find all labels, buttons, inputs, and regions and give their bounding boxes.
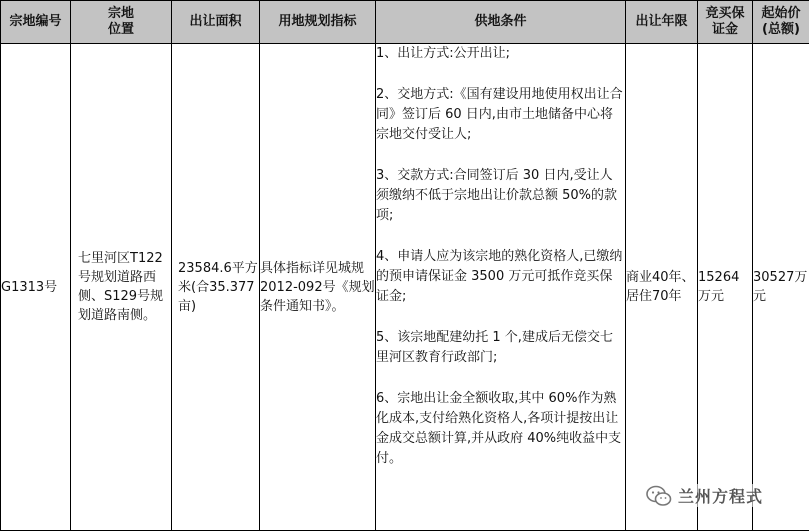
cell-start-price: 30527万元 [753,44,809,531]
header-location: 宗地 位置 [71,1,172,44]
header-planning: 用地规划指标 [260,1,376,44]
header-parcel-id: 宗地编号 [1,1,71,44]
table-row [1,44,809,531]
header-start-price: 起始价 (总额) [753,1,809,44]
cell-parcel-id: G1313号 [1,44,71,531]
cell-deposit: 15264万元 [698,44,753,531]
condition-4: 4、申请人应为该宗地的熟化资格人,已缴纳的预申请保证金 3500 万元可抵作竞买保证金; [376,247,625,307]
header-term: 出让年限 [626,1,698,44]
cell-area: 23584.6平方米(合35.377亩) [172,44,260,531]
cell-planning: 具体指标详见城规 2012-092号《规划条件通知书》。 [260,44,376,531]
cell-conditions [376,44,626,531]
condition-6: 6、宗地出让金全额收取,其中 60%作为熟化成本,支付给熟化资格人,各项计提按出让金成交总额计算,并从政府 40%纯收益中支付。 [376,389,625,469]
header-row [1,1,809,44]
wechat-icon [646,485,672,507]
header-deposit: 竞买保 证金 [698,1,753,44]
condition-3: 3、交款方式:合同签订后 30 日内,受让人须缴纳不低于宗地出让价款总额 50%的款项; [376,166,625,226]
header-conditions: 供地条件 [376,1,626,44]
cell-term: 商业40年、居住70年 [626,44,698,531]
condition-5: 5、该宗地配建幼托 1 个,建成后无偿交七里河区教育行政部门; [376,328,625,368]
header-area: 出让面积 [172,1,260,44]
cell-location: 七里河区T122号规划道路西侧、S129号规划道路南侧。 [71,44,172,531]
watermark [643,484,766,507]
condition-1: 1、出让方式:公开出让; [376,44,625,64]
watermark-text: 兰州方程式 [678,484,763,507]
condition-2: 2、交地方式:《国有建设用地使用权出让合同》签订后 60 日内,由市土地储备中心将宗地交付受让人; [376,85,625,145]
